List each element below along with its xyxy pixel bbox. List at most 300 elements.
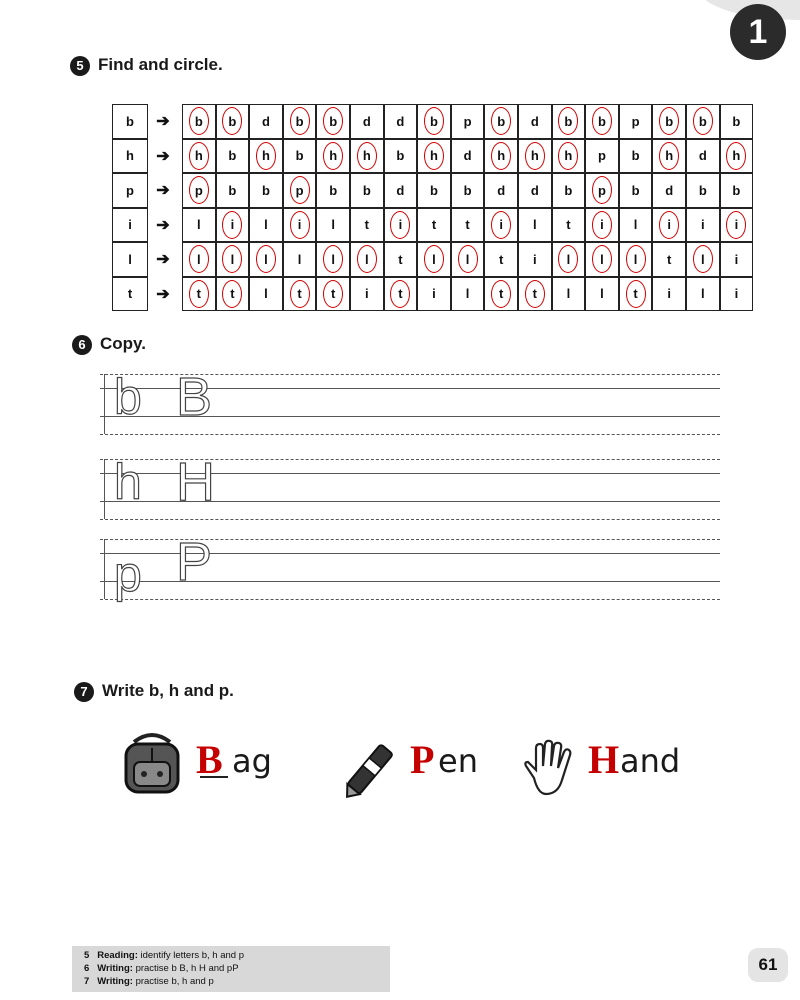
grid-cell[interactable] bbox=[182, 173, 216, 208]
grid-cell-letter: i bbox=[532, 251, 537, 267]
grid-cell-letter: t bbox=[465, 217, 470, 233]
grid-cell-letter: i bbox=[398, 217, 403, 233]
grid-cell-letter: b bbox=[631, 182, 640, 198]
grid-cell[interactable] bbox=[451, 139, 485, 174]
grid-row-h bbox=[112, 139, 750, 174]
grid-cell[interactable] bbox=[417, 208, 451, 243]
grid-cell-letter: d bbox=[262, 113, 270, 129]
grid-cell-letter: d bbox=[530, 182, 539, 198]
grid-key-letter: h bbox=[112, 139, 148, 174]
grid-cell[interactable] bbox=[585, 277, 619, 312]
grid-cell[interactable] bbox=[216, 139, 250, 174]
arrow-icon: ➔ bbox=[156, 216, 170, 234]
grid-cell-letter: p bbox=[598, 182, 606, 198]
grid-row-b bbox=[112, 104, 750, 139]
grid-cell[interactable] bbox=[720, 173, 754, 208]
footer-line-7 bbox=[84, 976, 214, 987]
grid-cell-letter: b bbox=[228, 113, 237, 129]
grid-cell-letter: l bbox=[264, 251, 268, 267]
grid-key-letter: b bbox=[112, 104, 148, 139]
unit-badge: 1 bbox=[730, 4, 786, 60]
answer-circle bbox=[592, 176, 612, 204]
grid-cell-letter: l bbox=[532, 217, 537, 233]
grid-cell[interactable] bbox=[249, 173, 283, 208]
answer-circle bbox=[290, 211, 310, 239]
copy-row-p[interactable] bbox=[100, 532, 720, 605]
grid-cell-letter: b bbox=[564, 182, 573, 198]
grid-cell[interactable] bbox=[451, 277, 485, 312]
grid-cell-letter: h bbox=[194, 148, 203, 164]
grid-cell-letter: i bbox=[230, 217, 235, 233]
answer-circle bbox=[558, 142, 578, 170]
answer-circle bbox=[424, 107, 444, 135]
answer-circle bbox=[659, 107, 679, 135]
grid-cell[interactable] bbox=[316, 242, 350, 277]
answer-circle bbox=[323, 142, 343, 170]
grid-cell-letter: d bbox=[698, 148, 707, 164]
grid-cell[interactable] bbox=[451, 208, 485, 243]
grid-cell[interactable] bbox=[585, 139, 619, 174]
grid-cell-letter: l bbox=[331, 251, 335, 267]
pen-icon bbox=[332, 740, 402, 806]
answer-circle bbox=[357, 142, 377, 170]
grid-cell-letter: t bbox=[431, 217, 437, 233]
grid-cell[interactable] bbox=[316, 173, 350, 208]
grid-cell-letter: l bbox=[230, 251, 235, 267]
grid-cell[interactable] bbox=[316, 208, 350, 243]
trace-uppercase: B bbox=[176, 367, 213, 427]
grid-cell[interactable] bbox=[652, 104, 686, 139]
grid-cell[interactable] bbox=[384, 208, 418, 243]
answer-circle bbox=[222, 280, 242, 308]
answer-circle bbox=[256, 245, 276, 273]
letter-grid bbox=[112, 104, 750, 311]
answer-circle bbox=[626, 280, 646, 308]
grid-cell[interactable] bbox=[417, 242, 451, 277]
grid-cell-letter: h bbox=[362, 148, 371, 164]
grid-cell[interactable] bbox=[652, 173, 686, 208]
grid-cell[interactable] bbox=[585, 208, 619, 243]
copy-row-h[interactable] bbox=[100, 452, 720, 525]
grid-cell[interactable] bbox=[182, 242, 216, 277]
grid-cell-letter: d bbox=[463, 148, 472, 164]
answer-circle bbox=[189, 107, 209, 135]
exercise-5-number: 5 bbox=[70, 56, 90, 76]
answer-circle bbox=[592, 245, 612, 273]
footer-line-6-label: Writing: bbox=[97, 963, 133, 974]
footer-line-5-number: 5 bbox=[84, 950, 90, 961]
grid-cell[interactable] bbox=[552, 104, 586, 139]
grid-cell[interactable] bbox=[451, 173, 485, 208]
grid-cell-letter: l bbox=[566, 286, 571, 302]
grid-cell-letter: l bbox=[264, 217, 268, 233]
writing-line bbox=[100, 519, 720, 520]
exercise-7-title: Write b, h and p. bbox=[102, 681, 234, 700]
grid-cell[interactable] bbox=[652, 208, 686, 243]
arrow-icon: ➔ bbox=[156, 113, 170, 131]
grid-cell[interactable] bbox=[720, 277, 754, 312]
grid-cell-letter: b bbox=[228, 182, 237, 198]
grid-cell[interactable] bbox=[552, 139, 586, 174]
grid-cell[interactable] bbox=[484, 208, 518, 243]
grid-cell[interactable] bbox=[249, 277, 283, 312]
grid-cell[interactable] bbox=[585, 104, 619, 139]
grid-cell-letter: l bbox=[700, 251, 705, 267]
grid-cell-letter: d bbox=[497, 182, 506, 198]
grid-cell[interactable] bbox=[686, 139, 720, 174]
grid-cell[interactable] bbox=[720, 242, 754, 277]
grid-cell[interactable] bbox=[182, 139, 216, 174]
grid-cell-letter: h bbox=[564, 148, 573, 164]
grid-cell-letter: l bbox=[465, 286, 470, 302]
answer-circle bbox=[491, 211, 511, 239]
grid-cell[interactable] bbox=[283, 173, 317, 208]
copy-row-b[interactable] bbox=[100, 367, 720, 440]
grid-cell[interactable] bbox=[552, 277, 586, 312]
grid-cell-letter: b bbox=[362, 182, 371, 198]
grid-cell[interactable] bbox=[283, 242, 317, 277]
grid-cell[interactable] bbox=[484, 277, 518, 312]
grid-cell[interactable] bbox=[216, 242, 250, 277]
grid-cell[interactable] bbox=[350, 242, 384, 277]
answer-circle bbox=[558, 107, 578, 135]
grid-cell-letter: l bbox=[432, 251, 436, 267]
answer-circle bbox=[693, 245, 713, 273]
grid-cell-letter: b bbox=[228, 148, 237, 164]
trace-uppercase: H bbox=[176, 452, 215, 512]
grid-cell-letter: b bbox=[194, 113, 203, 129]
grid-cell-letter: b bbox=[732, 182, 741, 198]
grid-cell[interactable] bbox=[652, 242, 686, 277]
footer-line-7-label: Writing: bbox=[97, 976, 133, 987]
arrow-icon: ➔ bbox=[156, 251, 170, 269]
footer-line-6 bbox=[84, 963, 239, 974]
answer-circle bbox=[390, 280, 410, 308]
grid-cell[interactable] bbox=[619, 277, 653, 312]
grid-cell-letter: b bbox=[732, 113, 741, 129]
grid-cell-letter: t bbox=[566, 217, 571, 233]
grid-cell[interactable] bbox=[249, 208, 283, 243]
line-margin bbox=[104, 459, 105, 519]
writing-line bbox=[100, 599, 720, 600]
answer-circle bbox=[357, 245, 377, 273]
line-margin bbox=[104, 374, 105, 434]
bag-icon bbox=[112, 730, 192, 800]
answer-circle bbox=[222, 211, 242, 239]
grid-cell-letter: t bbox=[364, 217, 369, 233]
grid-cell[interactable] bbox=[652, 277, 686, 312]
grid-cell[interactable] bbox=[619, 104, 653, 139]
grid-cell-letter: l bbox=[566, 251, 571, 267]
grid-cell-letter: t bbox=[398, 251, 403, 267]
grid-cell-letter: t bbox=[398, 286, 403, 302]
grid-cell-letter: b bbox=[430, 113, 438, 129]
grid-cell-letter: t bbox=[297, 286, 302, 302]
answer-circle bbox=[693, 107, 713, 135]
grid-cell[interactable] bbox=[182, 208, 216, 243]
grid-cell[interactable] bbox=[619, 173, 653, 208]
writing-line bbox=[100, 434, 720, 435]
grid-cell-letter: i bbox=[432, 286, 436, 302]
grid-cell-letter: t bbox=[230, 286, 235, 302]
grid-cell[interactable] bbox=[484, 173, 518, 208]
answer-circle bbox=[424, 245, 444, 273]
answer-circle bbox=[323, 245, 343, 273]
grid-cell[interactable] bbox=[216, 104, 250, 139]
grid-cell[interactable] bbox=[619, 139, 653, 174]
footer-line-7-number: 7 bbox=[84, 976, 90, 987]
grid-cell-letter: i bbox=[499, 217, 503, 233]
grid-cell[interactable] bbox=[518, 173, 552, 208]
grid-cell-letter: p bbox=[295, 182, 304, 198]
answer-circle bbox=[525, 142, 545, 170]
grid-cell-letter: t bbox=[196, 286, 201, 302]
grid-cell[interactable] bbox=[216, 208, 250, 243]
grid-cell[interactable] bbox=[350, 277, 384, 312]
grid-cell[interactable] bbox=[384, 242, 418, 277]
grid-cell[interactable] bbox=[720, 139, 754, 174]
grid-cell-letter: b bbox=[698, 113, 707, 129]
grid-cell[interactable] bbox=[720, 104, 754, 139]
grid-cell[interactable] bbox=[350, 139, 384, 174]
grid-cell-letter: p bbox=[194, 182, 203, 198]
grid-cell[interactable] bbox=[451, 104, 485, 139]
grid-cell-letter: l bbox=[465, 251, 470, 267]
grid-cell[interactable] bbox=[216, 277, 250, 312]
grid-cell-letter: p bbox=[631, 113, 640, 129]
exercise-7-number: 7 bbox=[74, 682, 94, 702]
grid-cell[interactable] bbox=[619, 242, 653, 277]
grid-cell[interactable] bbox=[619, 208, 653, 243]
footer-line-5-text: identify letters b, h and p bbox=[140, 950, 245, 961]
grid-cell[interactable] bbox=[316, 277, 350, 312]
grid-cell-letter: h bbox=[665, 148, 674, 164]
grid-cell[interactable] bbox=[384, 173, 418, 208]
answer-circle bbox=[256, 142, 276, 170]
grid-cell[interactable] bbox=[350, 173, 384, 208]
grid-cell-letter: l bbox=[633, 251, 638, 267]
grid-cell[interactable] bbox=[518, 208, 552, 243]
grid-cell-letter: b bbox=[698, 182, 707, 198]
grid-cell-letter: t bbox=[532, 286, 537, 302]
trace-uppercase: P bbox=[176, 532, 213, 592]
grid-cell-letter: d bbox=[396, 113, 405, 129]
grid-cell[interactable] bbox=[484, 242, 518, 277]
bag-capital: B bbox=[196, 737, 223, 782]
grid-cell[interactable] bbox=[283, 208, 317, 243]
grid-cell[interactable] bbox=[417, 139, 451, 174]
grid-cell[interactable] bbox=[316, 104, 350, 139]
grid-cell[interactable] bbox=[552, 208, 586, 243]
footer-line-5 bbox=[84, 950, 244, 961]
grid-cell-letter: h bbox=[430, 148, 438, 164]
answer-circle bbox=[491, 142, 511, 170]
footer-line-6-text: practise b B, h H and pP bbox=[135, 963, 239, 974]
grid-key-letter: l bbox=[112, 242, 148, 277]
page-number: 61 bbox=[748, 948, 788, 982]
grid-cell[interactable] bbox=[384, 139, 418, 174]
grid-cell[interactable] bbox=[182, 277, 216, 312]
grid-cell-letter: l bbox=[364, 251, 369, 267]
answer-circle bbox=[491, 107, 511, 135]
grid-cell[interactable] bbox=[350, 104, 384, 139]
answer-circle bbox=[659, 211, 679, 239]
grid-cell[interactable] bbox=[686, 277, 720, 312]
grid-cell[interactable] bbox=[249, 242, 283, 277]
arrow-icon: ➔ bbox=[156, 285, 170, 303]
answer-circle bbox=[189, 245, 209, 273]
grid-key-letter: i bbox=[112, 208, 148, 243]
grid-cell[interactable] bbox=[316, 139, 350, 174]
exercise-6-number: 6 bbox=[72, 335, 92, 355]
grid-cell-letter: i bbox=[700, 217, 705, 233]
grid-cell[interactable] bbox=[518, 277, 552, 312]
grid-cell[interactable] bbox=[484, 104, 518, 139]
grid-cell-letter: d bbox=[665, 182, 674, 198]
grid-cell-letter: d bbox=[530, 113, 539, 129]
grid-cell[interactable] bbox=[552, 173, 586, 208]
trace-lowercase: p bbox=[114, 546, 142, 602]
answer-circle bbox=[323, 107, 343, 135]
grid-cell-letter: b bbox=[665, 113, 674, 129]
arrow-icon: ➔ bbox=[156, 182, 170, 200]
answer-circle bbox=[222, 107, 242, 135]
grid-row-t bbox=[112, 277, 750, 312]
grid-cell-letter: b bbox=[329, 182, 338, 198]
answer-circle bbox=[424, 142, 444, 170]
grid-row-p bbox=[112, 173, 750, 208]
answer-circle bbox=[290, 176, 310, 204]
answer-circle bbox=[189, 142, 209, 170]
grid-cell-letter: h bbox=[262, 148, 270, 164]
grid-row-i bbox=[112, 208, 750, 243]
grid-cell[interactable] bbox=[283, 277, 317, 312]
grid-cell-letter: b bbox=[262, 182, 270, 198]
answer-circle bbox=[525, 280, 545, 308]
grid-cell-letter: h bbox=[530, 148, 539, 164]
grid-key-letter: t bbox=[112, 277, 148, 312]
grid-cell[interactable] bbox=[518, 104, 552, 139]
grid-cell[interactable] bbox=[417, 104, 451, 139]
grid-cell-letter: i bbox=[734, 286, 739, 302]
grid-cell-letter: t bbox=[499, 251, 504, 267]
grid-cell[interactable] bbox=[518, 242, 552, 277]
grid-cell[interactable] bbox=[451, 242, 485, 277]
grid-cell-letter: l bbox=[331, 217, 335, 233]
grid-cell[interactable] bbox=[686, 104, 720, 139]
answer-circle bbox=[592, 211, 612, 239]
answer-circle bbox=[458, 245, 478, 273]
answer-circle bbox=[390, 211, 410, 239]
answer-circle bbox=[290, 107, 310, 135]
hand-icon bbox=[520, 738, 582, 800]
hand-capital: H bbox=[588, 737, 620, 782]
grid-cell-letter: t bbox=[667, 251, 672, 267]
grid-cell-letter: d bbox=[362, 113, 371, 129]
arrow-icon: ➔ bbox=[156, 147, 170, 165]
answer-circle bbox=[491, 280, 511, 308]
grid-cell[interactable] bbox=[283, 139, 317, 174]
grid-cell-letter: i bbox=[734, 217, 739, 233]
grid-cell[interactable] bbox=[384, 277, 418, 312]
pen-rest: en bbox=[438, 742, 478, 780]
grid-cell[interactable] bbox=[249, 139, 283, 174]
grid-cell[interactable] bbox=[585, 242, 619, 277]
grid-cell-letter: d bbox=[396, 182, 405, 198]
grid-cell[interactable] bbox=[686, 173, 720, 208]
bag-answer-line bbox=[200, 776, 228, 778]
grid-cell[interactable] bbox=[686, 242, 720, 277]
grid-cell-letter: i bbox=[297, 217, 302, 233]
grid-cell-letter: i bbox=[734, 251, 739, 267]
grid-cell-letter: l bbox=[600, 286, 604, 302]
footer-line-6-number: 6 bbox=[84, 963, 90, 974]
grid-cell-letter: b bbox=[396, 148, 405, 164]
grid-cell[interactable] bbox=[518, 139, 552, 174]
exercise-6-title: Copy. bbox=[100, 334, 146, 353]
answer-circle bbox=[323, 280, 343, 308]
grid-cell-letter: b bbox=[329, 113, 338, 129]
footer-line-5-label: Reading: bbox=[97, 950, 138, 961]
bag-rest: ag bbox=[232, 742, 272, 780]
grid-cell[interactable] bbox=[686, 208, 720, 243]
grid-cell-letter: b bbox=[598, 113, 606, 129]
grid-cell-letter: l bbox=[633, 217, 638, 233]
grid-row-l bbox=[112, 242, 750, 277]
line-margin bbox=[104, 539, 105, 599]
trace-lowercase: b bbox=[114, 369, 142, 425]
grid-cell[interactable] bbox=[249, 104, 283, 139]
answer-circle bbox=[558, 245, 578, 273]
grid-cell-letter: b bbox=[295, 113, 304, 129]
answer-circle bbox=[726, 211, 746, 239]
grid-cell[interactable] bbox=[350, 208, 384, 243]
grid-cell-letter: b bbox=[430, 182, 438, 198]
grid-cell-letter: i bbox=[364, 286, 369, 302]
grid-cell-letter: b bbox=[631, 148, 640, 164]
grid-cell-letter: i bbox=[600, 217, 604, 233]
grid-cell[interactable] bbox=[384, 104, 418, 139]
grid-cell-letter: b bbox=[497, 113, 506, 129]
grid-cell-letter: b bbox=[463, 182, 472, 198]
grid-cell[interactable] bbox=[283, 104, 317, 139]
footer-objectives bbox=[72, 946, 390, 992]
grid-cell-letter: l bbox=[600, 251, 604, 267]
grid-cell[interactable] bbox=[417, 173, 451, 208]
grid-cell[interactable] bbox=[552, 242, 586, 277]
answer-circle bbox=[659, 142, 679, 170]
exercise-5-title: Find and circle. bbox=[98, 55, 223, 74]
grid-cell-letter: l bbox=[264, 286, 268, 302]
pen-capital: P bbox=[410, 737, 435, 782]
grid-cell-letter: h bbox=[732, 148, 741, 164]
grid-cell[interactable] bbox=[484, 139, 518, 174]
answer-circle bbox=[592, 107, 612, 135]
grid-cell[interactable] bbox=[182, 104, 216, 139]
grid-cell[interactable] bbox=[585, 173, 619, 208]
grid-cell[interactable] bbox=[216, 173, 250, 208]
grid-cell-letter: l bbox=[700, 286, 705, 302]
grid-cell[interactable] bbox=[652, 139, 686, 174]
grid-cell[interactable] bbox=[720, 208, 754, 243]
grid-cell-letter: h bbox=[497, 148, 506, 164]
grid-key-letter: p bbox=[112, 173, 148, 208]
answer-circle bbox=[626, 245, 646, 273]
grid-cell-letter: b bbox=[295, 148, 304, 164]
grid-cell-letter: l bbox=[196, 251, 201, 267]
grid-cell-letter: h bbox=[329, 148, 338, 164]
grid-cell[interactable] bbox=[417, 277, 451, 312]
